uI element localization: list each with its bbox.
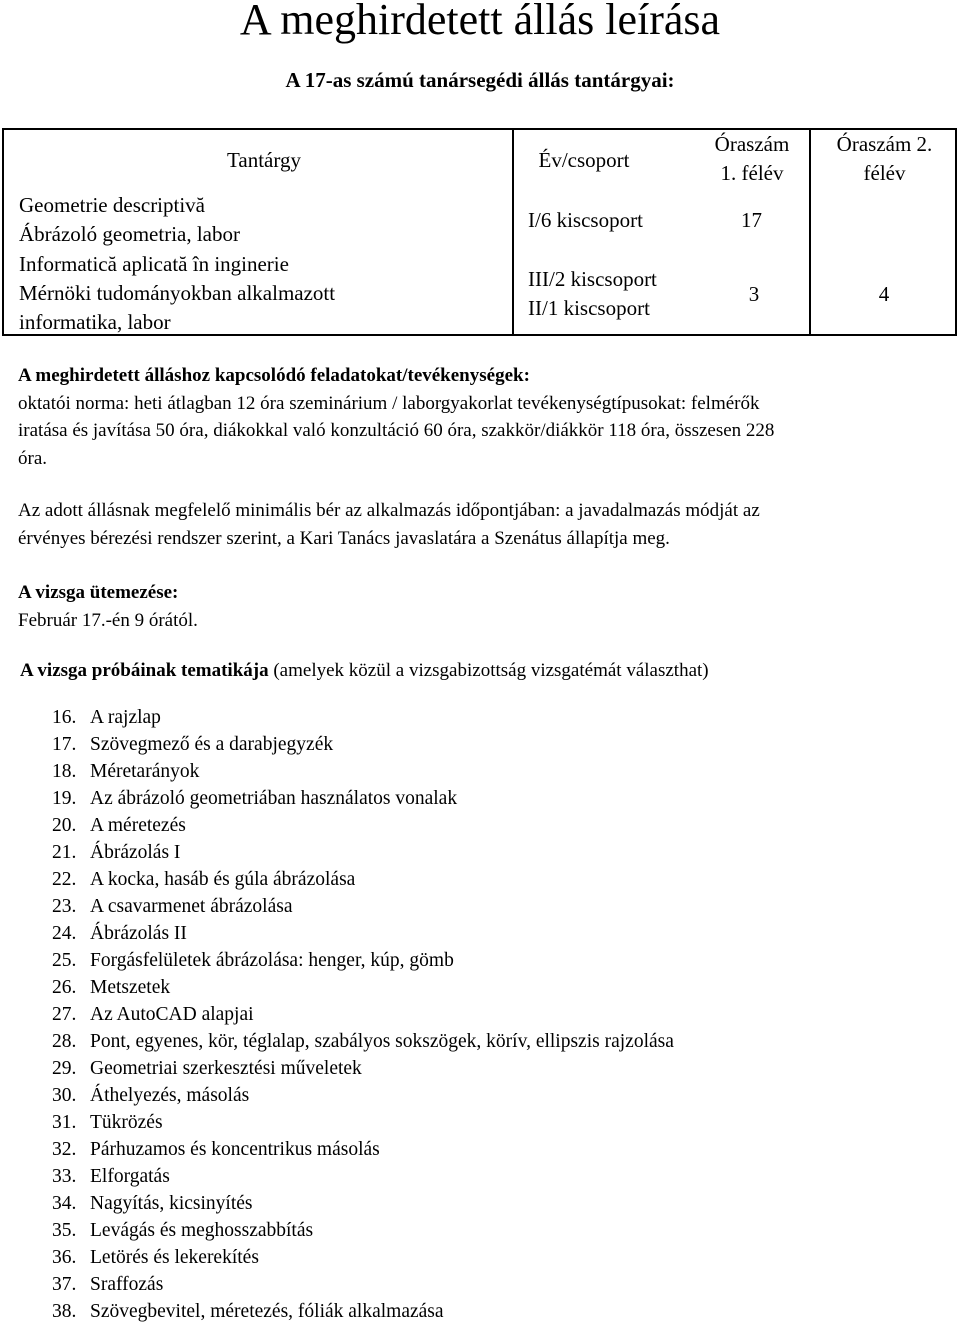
list-item	[52, 731, 674, 758]
topic-text: Forgásfelületek ábrázolása: henger, kúp, gömb	[90, 950, 454, 971]
list-item	[52, 1190, 674, 1217]
list-item	[52, 812, 674, 839]
topic-number: 16.	[52, 707, 77, 728]
header-subject: Tantárgy	[227, 148, 301, 172]
topic-number: 36.	[52, 1247, 77, 1268]
topic-text: Méretarányok	[90, 761, 200, 782]
header-hours-2: Óraszám 2. félév	[836, 132, 933, 185]
header-year-group: Év/csoport	[538, 148, 630, 172]
list-item	[52, 947, 674, 974]
topic-number: 25.	[52, 950, 77, 971]
topic-text: Szövegmező és a darabjegyzék	[90, 734, 334, 755]
topic-number: 35.	[52, 1220, 77, 1241]
topic-number: 29.	[52, 1058, 77, 1079]
topic-text: Metszetek	[90, 977, 171, 998]
topic-number: 24.	[52, 923, 77, 944]
page-title: A meghirdetett állás leírása	[239, 0, 721, 44]
list-item	[52, 839, 674, 866]
topic-text: Tükrözés	[90, 1112, 163, 1133]
salary-line: érvényes bérezési rendszer szerint, a Kari Tanács javaslatára a Szenátus állapítja meg.	[18, 527, 670, 549]
table-row-1-group: I/6 kiscsoport	[528, 208, 643, 232]
topic-text: Áthelyezés, másolás	[90, 1085, 250, 1106]
list-item	[52, 866, 674, 893]
list-item	[52, 1109, 674, 1136]
topic-text: Ábrázolás II	[90, 923, 187, 944]
topic-text: Ábrázolás I	[90, 842, 181, 863]
list-item	[52, 893, 674, 920]
list-item	[52, 704, 674, 731]
list-item	[52, 1244, 674, 1271]
salary-section	[18, 497, 942, 552]
topic-text: Az AutoCAD alapjai	[90, 1004, 254, 1025]
topic-text: A kocka, hasáb és gúla ábrázolása	[90, 869, 356, 890]
list-item	[52, 1001, 674, 1028]
topics-intro-bold: A vizsga próbáinak tematikája	[20, 660, 269, 681]
topic-number: 33.	[52, 1166, 77, 1187]
tasks-section	[18, 362, 942, 472]
topic-number: 37.	[52, 1274, 77, 1295]
schedule-date: Február 17.-én 9 órától.	[18, 609, 198, 631]
schedule-heading: A vizsga ütemezése:	[18, 582, 179, 603]
topic-number: 21.	[52, 842, 77, 863]
topic-text: Szövegbevitel, méretezés, fóliák alkalmazása	[90, 1301, 444, 1322]
topic-number: 27.	[52, 1004, 77, 1025]
schedule-section	[18, 579, 942, 634]
topic-number: 17.	[52, 734, 77, 755]
list-item	[52, 1055, 674, 1082]
header-hours-1: Óraszám 1. félév	[714, 132, 790, 185]
table-row-1-hours-1: 17	[741, 208, 762, 232]
topic-text: Levágás és meghosszabbítás	[90, 1220, 314, 1241]
topic-text: A csavarmenet ábrázolása	[90, 896, 293, 917]
list-item	[52, 1163, 674, 1190]
tasks-heading: A meghirdetett álláshoz kapcsolódó feladatokat/tevékenységek:	[18, 365, 530, 386]
list-item	[52, 1298, 674, 1325]
table-row-2-hours-2: 4	[878, 282, 890, 306]
subject-table	[2, 128, 957, 336]
list-item	[52, 1217, 674, 1244]
topics-intro-rest: (amelyek közül a vizsgabizottság vizsgatémát választhat)	[268, 660, 709, 681]
list-item	[52, 1028, 674, 1055]
list-item	[52, 785, 674, 812]
list-item	[52, 974, 674, 1001]
topic-text: A rajzlap	[90, 707, 161, 728]
topic-text: Az ábrázoló geometriában használatos vonalak	[90, 788, 458, 809]
topic-number: 23.	[52, 896, 77, 917]
subtitle: A 17-as számú tanársegédi állás tantárgyai:	[285, 68, 675, 92]
salary-line: Az adott állásnak megfelelő minimális bér az alkalmazás időpontjában: a javadalmazás módját az	[18, 500, 760, 521]
list-item	[52, 1271, 674, 1298]
topic-number: 34.	[52, 1193, 77, 1214]
topic-number: 19.	[52, 788, 77, 809]
list-item	[52, 1082, 674, 1109]
topic-text: Elforgatás	[90, 1166, 170, 1187]
topic-number: 32.	[52, 1139, 77, 1160]
table-row-1-subject: Geometrie descriptivă Ábrázoló geometria, labor	[19, 193, 240, 246]
topic-text: Letörés és lekerekítés	[90, 1247, 259, 1268]
topics-intro	[20, 657, 944, 685]
topic-text: Sraffozás	[90, 1274, 164, 1295]
list-item	[52, 1136, 674, 1163]
tasks-line: iratása és javítása 50 óra, diákokkal való konzultáció 60 óra, szakkör/diákkör 118 óra, összesen 228	[18, 420, 775, 441]
topic-number: 18.	[52, 761, 77, 782]
tasks-line: oktatói norma: heti átlagban 12 óra szeminárium / laborgyakorlat tevékenységtípusokat: felmérők	[18, 392, 760, 414]
list-item	[52, 920, 674, 947]
table-row-2-hours-1: 3	[748, 282, 760, 306]
table-row-2-group: III/2 kiscsoport II/1 kiscsoport	[528, 267, 657, 320]
topic-text: A méretezés	[90, 815, 186, 836]
tasks-line: óra.	[18, 447, 48, 469]
topic-number: 38.	[52, 1301, 77, 1322]
list-item	[52, 758, 674, 785]
topic-number: 30.	[52, 1085, 77, 1106]
topic-text: Geometriai szerkesztési műveletek	[90, 1058, 362, 1079]
topic-number: 31.	[52, 1112, 77, 1133]
table-divider	[512, 130, 514, 334]
topic-text: Pont, egyenes, kör, téglalap, szabályos sokszögek, körív, ellipszis rajzolása	[90, 1031, 674, 1052]
topic-number: 22.	[52, 869, 77, 890]
table-row-2-subject: Informatică aplicată în inginerie Mérnöki tudományokban alkalmazott informatika, labor	[19, 252, 336, 334]
topic-text: Nagyítás, kicsinyítés	[90, 1193, 253, 1214]
topic-number: 26.	[52, 977, 77, 998]
topic-number: 28.	[52, 1031, 77, 1052]
topic-number: 20.	[52, 815, 77, 836]
topic-list	[52, 704, 674, 1325]
topic-text: Párhuzamos és koncentrikus másolás	[90, 1139, 380, 1160]
